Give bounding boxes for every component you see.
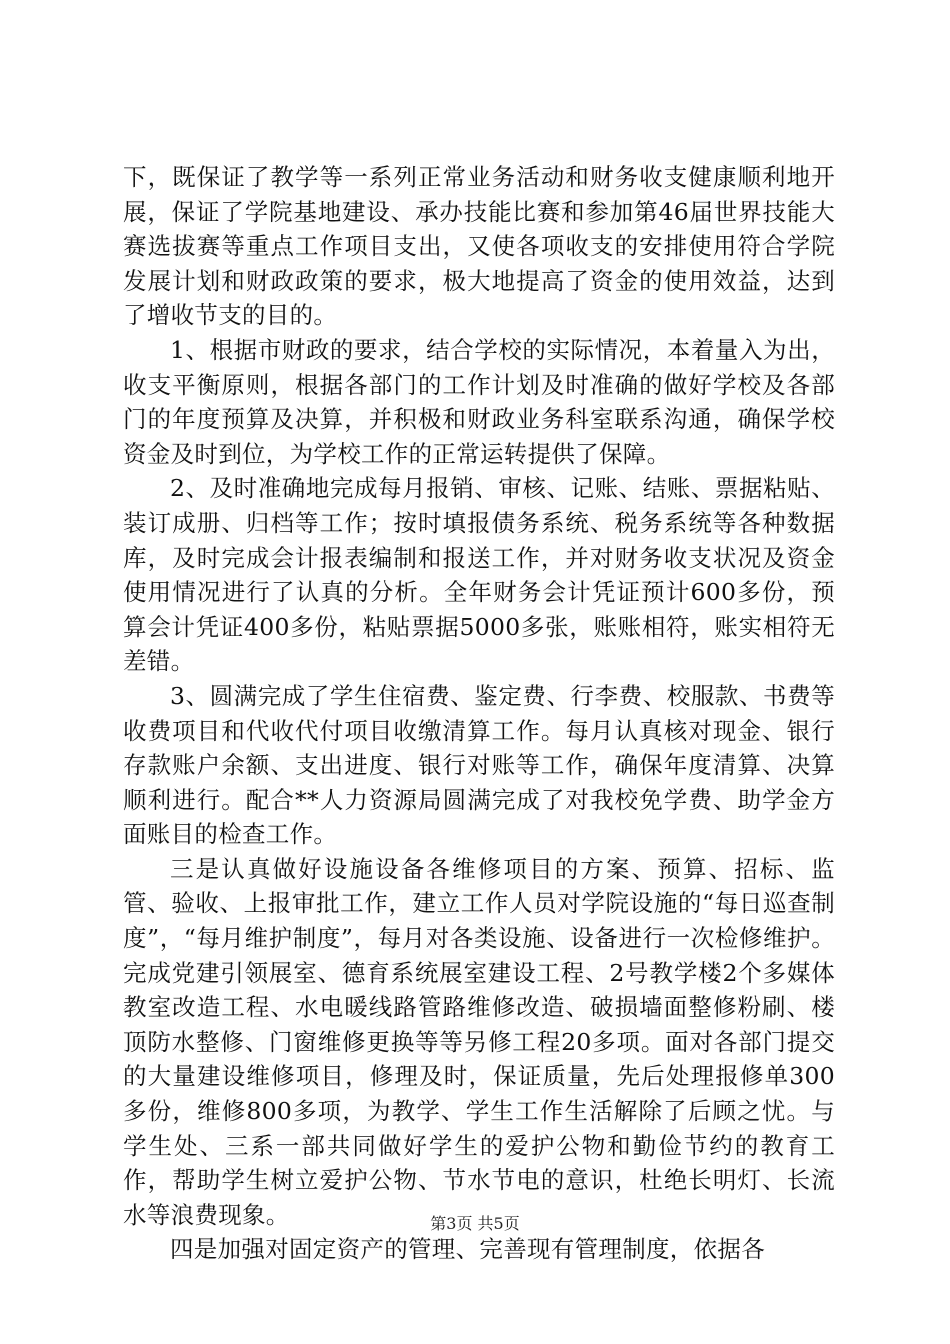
document-body <box>123 160 835 1267</box>
paragraph-continuation: 下，既保证了教学等一系列正常业务活动和财务收支健康顺利地开展，保证了学院基地建设、承办技能比赛和参加第46届世界技能大赛选拔赛等重点工作项目支出，又使各项收支的安排使用符合学院发展计划和财政政策的要求，极大地提高了资金的使用效益，达到了增收节支的目的。 <box>123 163 835 330</box>
paragraph-section-three: 三是认真做好设施设备各维修项目的方案、预算、招标、监管、验收、上报审批工作，建立工作人员对学院设施的“每日巡查制度”，“每月维护制度”，每月对各类设施、设备进行一次检修维护。完成党建引领展室、德育系统展室建设工程、2号教学楼2个多媒体教室改造工程、水电暖线路管路维修改造、破损墙面整修粉刷、楼顶防水整修、门窗维修更换等等另修工程20多项。面对各部门提交的大量建设维修项目，修理及时，保证质量，先后处理报修单300多份，维修800多项，为教学、学生工作生活解除了后顾之忧。与学生处、三系一部共同做好学生的爱护公物和勤俭节约的教育工作，帮助学生树立爱护公物、节水节电的意识，杜绝长明灯、长流水等浪费现象。 <box>123 854 835 1229</box>
paragraph-item-2: 2、及时准确地完成每月报销、审核、记账、结账、票据粘贴、装订成册、归档等工作；按时填报债务系统、税务系统等各种数据库，及时完成会计报表编制和报送工作，并对财务收支状况及资金使用情况进行了认真的分析。全年财务会计凭证预计600多份，预算会计凭证400多份，粘贴票据5000多张，账账相符，账实相符无差错。 <box>123 474 835 676</box>
paragraph-item-1: 1、根据市财政的要求，结合学校的实际情况，本着量入为出，收支平衡原则，根据各部门的工作计划及时准确的做好学校及各部门的年度预算及决算，并积极和财政业务科室联系沟通，确保学校资金及时到位，为学校工作的正常运转提供了保障。 <box>123 335 835 468</box>
paragraph-item-3: 3、圆满完成了学生住宿费、鉴定费、行李费、校服款、书费等收费项目和代收代付项目收缴清算工作。每月认真核对现金、银行存款账户余额、支出进度、银行对账等工作，确保年度清算、决算顺利进行。配合**人力资源局圆满完成了对我校免学费、助学金方面账目的检查工作。 <box>123 681 835 849</box>
paragraph-section-four: 四是加强对固定资产的管理、完善现有管理制度，依据各 <box>170 1235 765 1264</box>
page-number-footer: 第3页 共5页 <box>430 1214 520 1233</box>
